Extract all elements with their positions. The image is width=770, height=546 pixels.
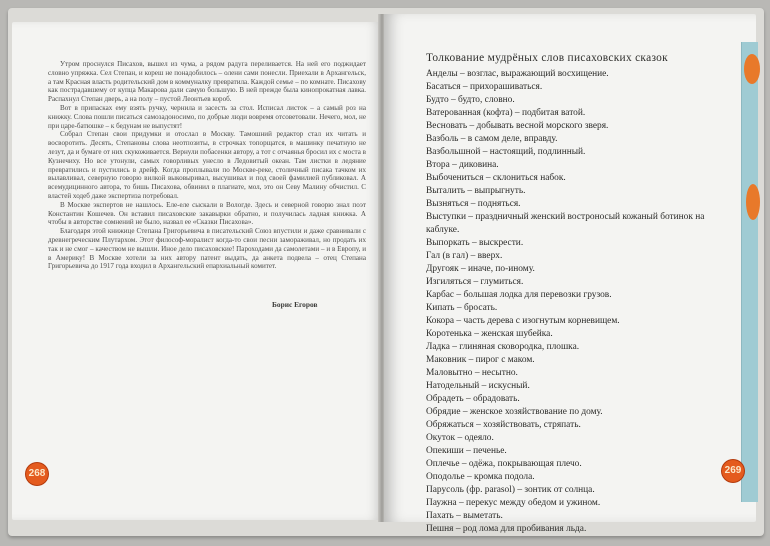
page-edge-strip: [741, 42, 758, 502]
glossary-entry: Паужна – перекус между обедом и ужином.: [426, 498, 601, 508]
glossary-entry: Пешня – род лома для пробивания льда.: [426, 524, 587, 534]
glossary-entry: Карбас – большая лодка для перевозки грузов.: [426, 290, 612, 300]
glossary-entry: Маковник – пирог с маком.: [426, 355, 535, 365]
glossary-entry: Гал (в гал) – вверх.: [426, 251, 503, 261]
glossary-entry: Кокора – часть дерева с изогнутым корневищем.: [426, 316, 620, 326]
paragraph: Вот в припасках ему взять ручку, чернила и засесть за стол. Исписал листок – а самый роз на книжку. Слова пошли писаться самозадоносимо, по добрые люди вовремя отсоветовали. Нечего, мол, не при царе-батюшке – к бедунам не выпустят!: [48, 103, 366, 130]
glossary-entry: Коротенька – женская шубейка.: [426, 329, 553, 339]
story-text: [48, 60, 366, 271]
paragraph: Утром проснулся Писахов, вышел из чума, а рядом радуга переливается. На ней его поджидает словно упряжка. Сел Степан, и кореш не понадобилось – олени сами понесли. Приехали в Архангельск, а там Красная власть родительский дом в коммуналку превратила. Каждой семье – по комнате. Писахову как пострадавшему от купца Макарова дали самую большую. В ней прежде была кинопрокатная лавка. Распахнул Степан дверь, а на полу – пустой Леонтьев короб.: [48, 60, 366, 104]
glossary-entry: Вазбольшной – настоящий, подлинный.: [426, 147, 586, 157]
fruit-illustration: [746, 184, 760, 220]
glossary-entry: Выступки – праздничный женский востроносый кожаный ботинок на каблуке.: [426, 212, 705, 235]
left-page: [12, 22, 382, 520]
glossary-entry: Окуток – одеяло.: [426, 433, 494, 443]
glossary-entry: Другояк – иначе, по-иному.: [426, 264, 535, 274]
author-signature: Борис Егоров: [272, 300, 318, 309]
glossary-entry: Втора – диковина.: [426, 160, 499, 170]
paragraph: Собрал Степан свои придумки и отослал в Москву. Тамошний редактор стал их читать и восворотить. Десять, Степановы слова неотпозиты, в строчках топорщатся, в машинку печатную не лезут, да и бумаге от них скукоживается. Вернули побасенки автору, а тот с отчаянья бросил их с моста в Кузнечиху. Но все утонули, самых говорливых унесло в Ледовитый океан. Там листки в ледяние превратились и пустились в дрейф. Когда проплывали по Москве-реке, столичный писака тачком их вылавливал, северную говорю вилкой выковыривал, высушивал и под своей фамилией публиковал. А всемудицинного автора, то бишь Писахова, обвинил в плагиате, мол, это он Севу Малину обчистил. С властей ходеб даже экспертиза потребовал.: [48, 130, 366, 200]
glossary-entry: Ладка – глиняная сковородка, плошка.: [426, 342, 580, 352]
glossary-entry: Опекиши – печенье.: [426, 446, 507, 456]
paragraph: Благодаря этой книжице Степана Григорьевича в писательский Союз впустили и даже сравнивали с древнегреческим Плутархом. Этот философ-моралист когда-то свои песни замораживал, но продать их так и не смог – качеством не вышли. Иное дело писаховские! Пароходами да самолетами – и в Европу, и в Америку! В Москве хотели за них автору патент выдать, да анкета подвела – отец Степана Григорьевича до 1917 года входил в Архангельский епархиальный комитет.: [48, 227, 366, 271]
fruit-illustration: [744, 54, 760, 84]
glossary-heading: Толкование мудрёных слов писаховских сказок: [426, 52, 669, 64]
right-page: [384, 14, 756, 534]
glossary-entry: Ватерованная (кофта) – подбитая ватой.: [426, 108, 586, 118]
glossary-list: [426, 68, 726, 536]
page-number-right: 269: [722, 460, 744, 482]
glossary-entry: Маловытно – несытно.: [426, 368, 518, 378]
glossary-entry: Выбочениться – склониться набок.: [426, 173, 566, 183]
paragraph: В Москве экспертов не нашлось. Еле-еле сыскали в Вологде. Здесь и северной говорю знал поэт Константин Кошечев. Он вставил писаховские закавырки обратно, и получилась ладная книжка. А чтобы в авторстве сомнений не было, назвал ее «Сказки Писахова».: [48, 200, 366, 227]
glossary-entry: Обряжаться – хозяйствовать, стряпать.: [426, 420, 581, 430]
glossary-entry: Выталить – выпрыгнуть.: [426, 186, 526, 196]
page-number-left: 268: [26, 463, 48, 485]
glossary-entry: Парусоль (фр. parasol) – зонтик от солнца.: [426, 485, 595, 495]
glossary-entry: Кипать – бросать.: [426, 303, 498, 313]
glossary-entry: Обрадеть – обрадовать.: [426, 394, 520, 404]
glossary-entry: Будто – будто, словно.: [426, 95, 515, 105]
glossary-entry: Анделы – возглас, выражающий восхищение.: [426, 69, 609, 79]
glossary-entry: Вызняться – подняться.: [426, 199, 521, 209]
glossary-entry: Оподолье – кромка подола.: [426, 472, 535, 482]
glossary-entry: Басаться – прихорашиваться.: [426, 82, 543, 92]
glossary-entry: Изгиляться – глумиться.: [426, 277, 524, 287]
glossary-entry: Весновать – добывать весной морского зверя.: [426, 121, 609, 131]
glossary-entry: Пахать – выметать.: [426, 511, 503, 521]
glossary-entry: Обрядие – женское хозяйствование по дому.: [426, 407, 603, 417]
glossary-entry: Выпоркать – выскрести.: [426, 238, 524, 248]
glossary-entry: Натодельный – искусный.: [426, 381, 530, 391]
glossary-entry: Вазболь – в самом деле, вправду.: [426, 134, 558, 144]
glossary-entry: Оплечье – одёжа, покрывающая плечо.: [426, 459, 582, 469]
